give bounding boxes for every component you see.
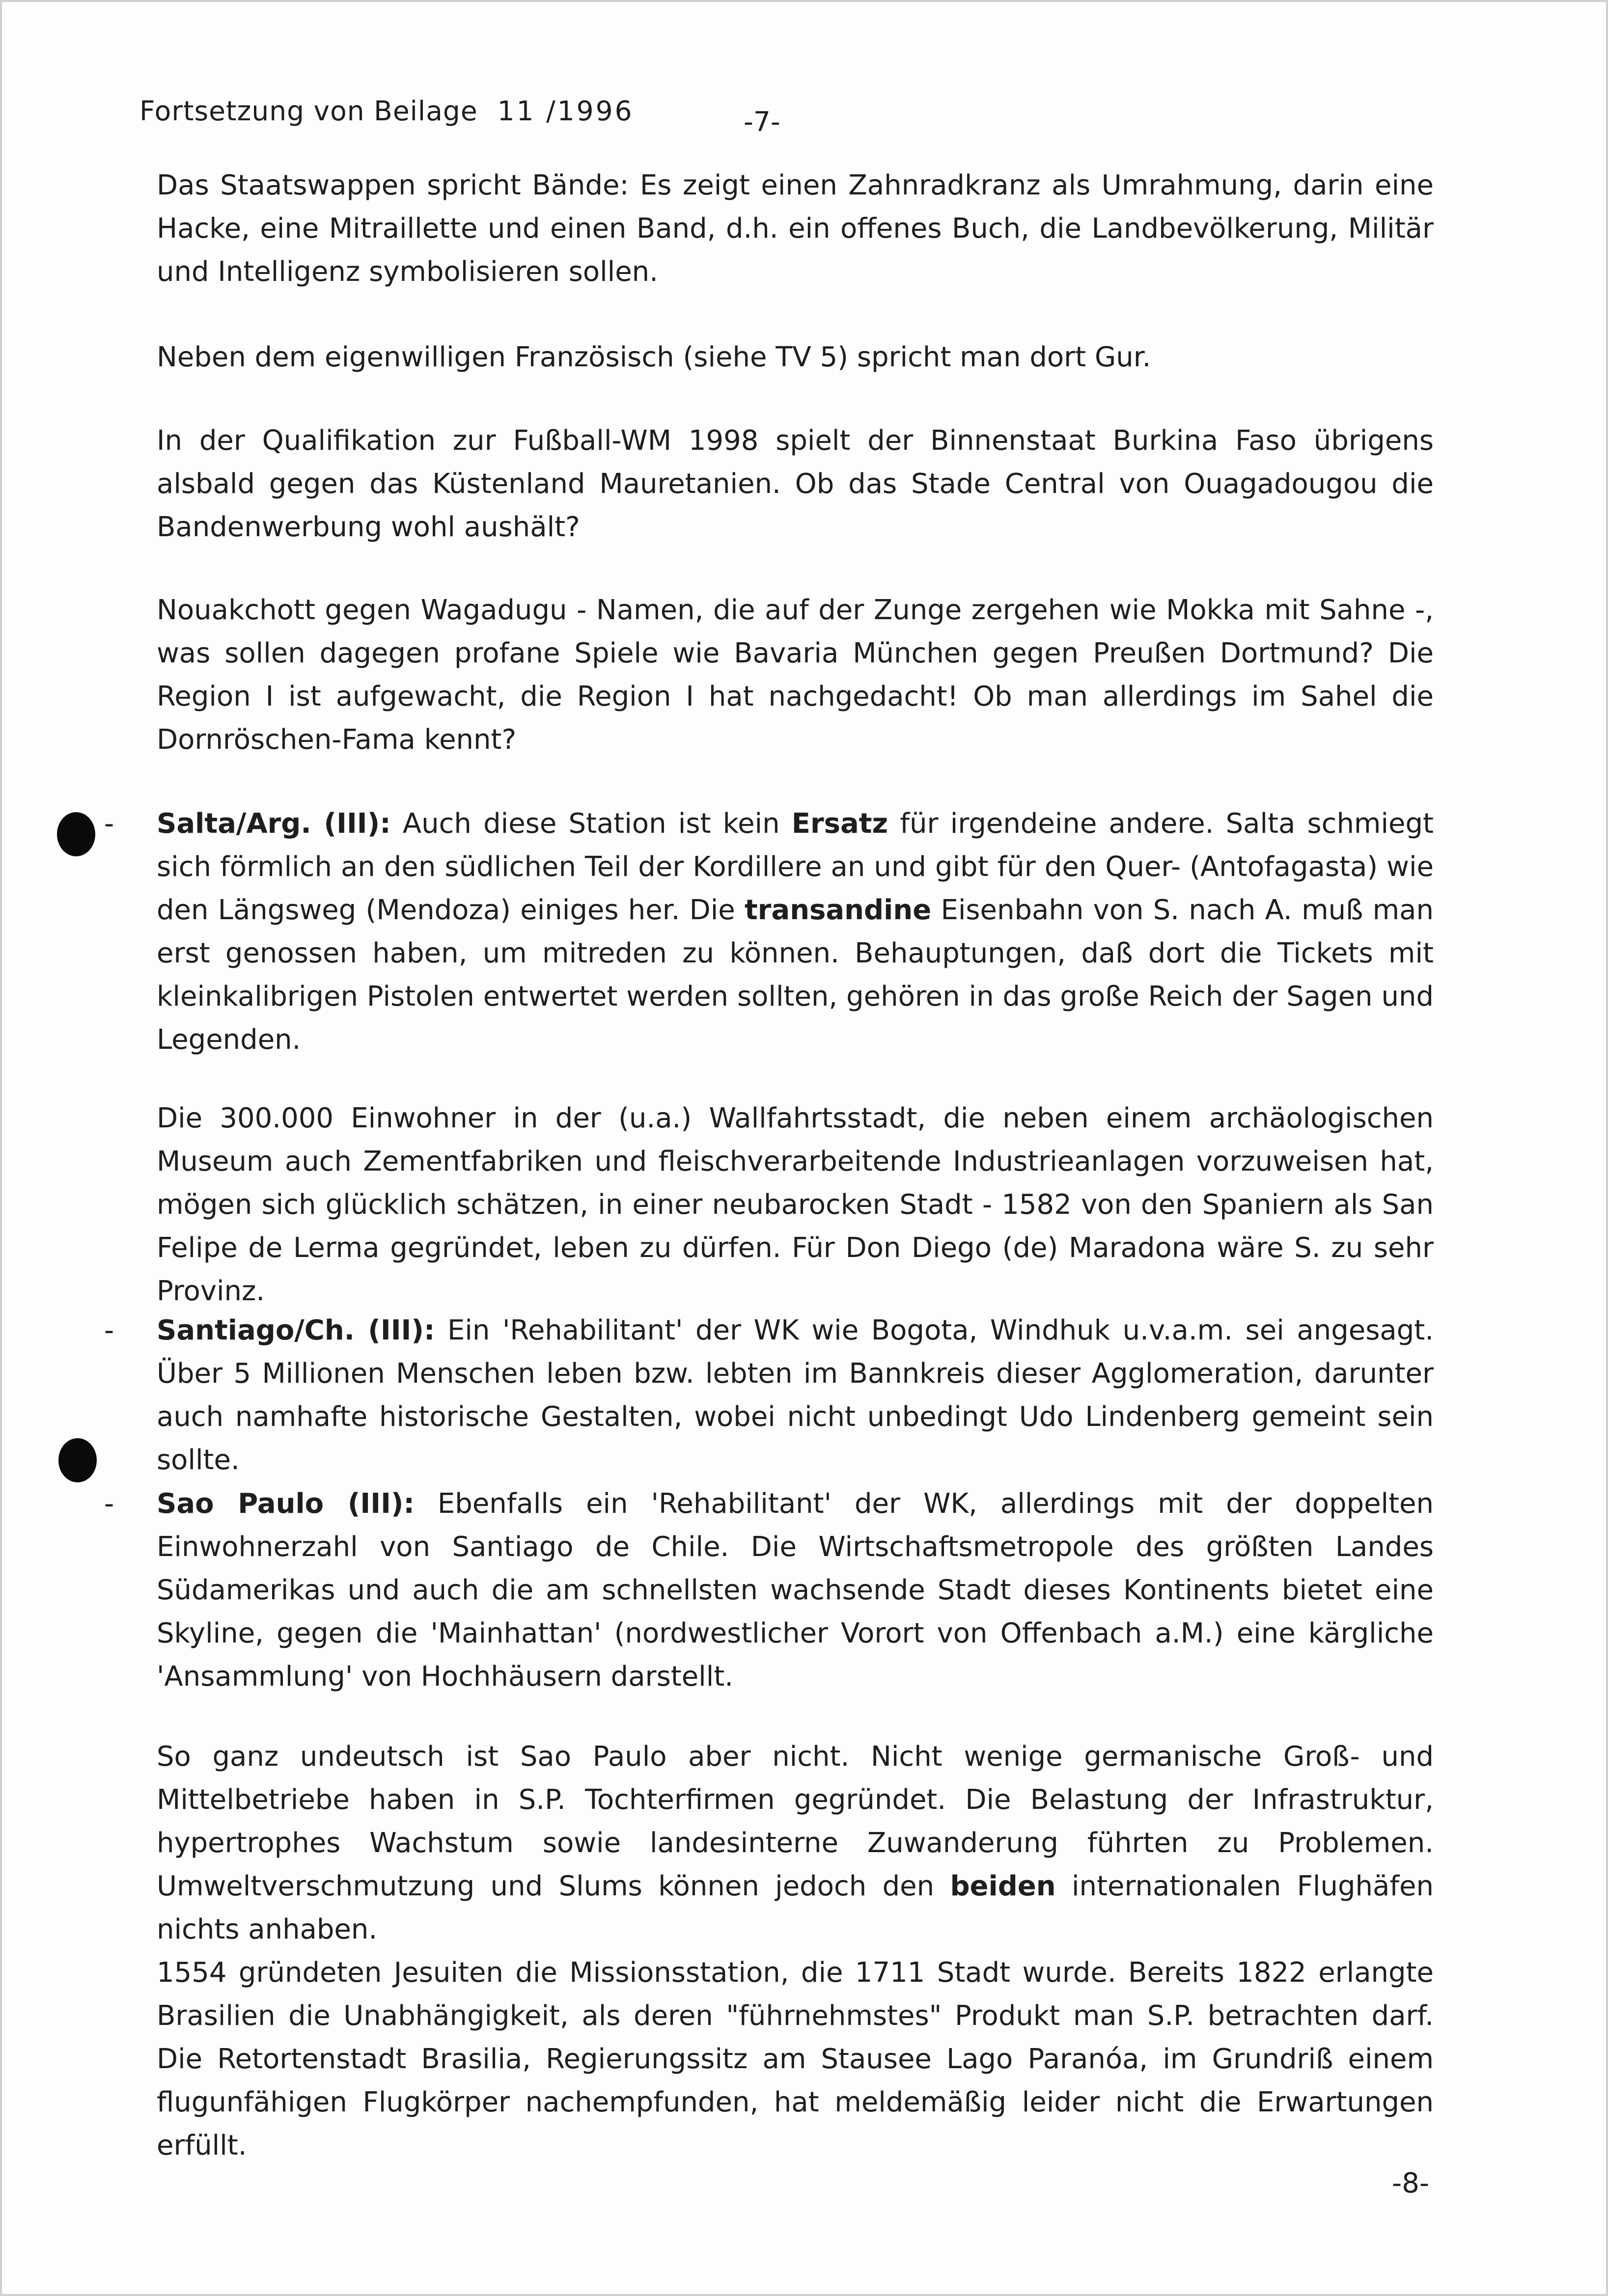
section-heading-salta: Salta/Arg. (III):: [157, 808, 391, 840]
punch-hole: [58, 1438, 97, 1482]
punch-hole: [57, 812, 95, 856]
header-title: Fortsetzung von Beilage: [139, 95, 478, 127]
page-number-top: -7-: [744, 106, 780, 137]
page-header: [139, 95, 634, 127]
paragraph-nouakchott: Nouakchott gegen Wagadugu - Namen, die auf der Zunge zergehen wie Mokka mit Sahne -, was sollen dagegen profane Spiele wie Bavaria München gegen Preußen Dortmund? Die Region I ist aufgewacht, die Region I hat nachgedacht! Ob man allerdings im Sahel die Dornröschen-Fama kennt?: [157, 594, 1434, 756]
list-dash: -: [104, 808, 114, 840]
paragraph-sprache: Neben dem eigenwilligen Französisch (siehe TV 5) spricht man dort Gur.: [157, 341, 1151, 373]
list-dash: -: [104, 1314, 114, 1346]
paragraph-einwohner: Die 300.000 Einwohner in der (u.a.) Wallfahrtsstadt, die neben einem archäologischen Museum auch Zementfabriken und fleischverarbeitende Industrieanlagen vorzuweisen hat, mögen sich glücklich schätzen, in einer neubarocken Stadt - 1582 von den Spaniern als San Felipe de Lerma gegründet, leben zu dürfen. Für Don Diego (de) Maradona wäre S. zu sehr Provinz.: [157, 1102, 1434, 1307]
paragraph-santiago: Santiago/Ch. (III): Ein 'Rehabilitant' der WK wie Bogota, Windhuk u.v.a.m. sei angesagt. Über 5 Millionen Menschen leben bzw. lebten im Bannkreis dieser Agglomeration, darunter auch namhafte historische Gestalten, wobei nicht unbedingt Udo Lindenberg gemeint sein sollte.: [157, 1314, 1434, 1476]
page-number-bottom: -8-: [1392, 2167, 1430, 2199]
header-issue: 11 /1996: [497, 95, 634, 127]
paragraph-qualifikation: In der Qualifikation zur Fußball-WM 1998 spielt der Binnenstaat Burkina Faso übrigens alsbald gegen das Küstenland Mauretanien. Ob das Stade Central von Ouagadougou die Bandenwerbung wohl aushält?: [157, 425, 1434, 543]
paragraph-staatswappen: Das Staatswappen spricht Bände: Es zeigt einen Zahnradkranz als Umrahmung, darin eine Hacke, eine Mitraillette und einen Band, d.h. ein offenes Buch, die Landbevölkerung, Militär und Intelligenz symbolisieren sollen.: [157, 169, 1434, 288]
paragraph-jesuiten: 1554 gründeten Jesuiten die Missionsstation, die 1711 Stadt wurde. Bereits 1822 erlangte Brasilien die Unabhängigkeit, als deren "führnehmstes" Produkt man S.P. betrachten darf. Die Retortenstadt Brasilia, Regierungssitz am Stausee Lago Paranóa, im Grundriß einem flugunfähigen Flugkörper nachempfunden, hat meldemäßig leider nicht die Erwartungen erfüllt.: [157, 1957, 1434, 2161]
paragraph-undeutsch: So ganz undeutsch ist Sao Paulo aber nicht. Nicht wenige germanische Groß- und Mittelbetriebe haben in S.P. Tochterfirmen gegründet. Die Belastung der Infrastruktur, hypertrophes Wachstum sowie landesinterne Zuwanderung führten zu Problemen. Umweltverschmutzung und Slums können jedoch den beiden internationalen Flughäfen nichts anhaben.: [157, 1741, 1434, 1945]
section-heading-santiago: Santiago/Ch. (III):: [157, 1314, 435, 1346]
paragraph-sao-paulo: Sao Paulo (III): Ebenfalls ein 'Rehabilitant' der WK, allerdings mit der doppelten Einwohnerzahl von Santiago de Chile. Die Wirtschaftsmetropole des größten Landes Südamerikas und auch die am schnellsten wachsende Stadt dieses Kontinents bietet eine Skyline, gegen die 'Mainhattan' (nordwestlicher Vorort von Offenbach a.M.) eine kärgliche 'Ansammlung' von Hochhäusern darstellt.: [157, 1488, 1434, 1693]
paragraph-salta: Salta/Arg. (III): Auch diese Station ist kein Ersatz für irgendeine andere. Salta schmiegt sich förmlich an den südlichen Teil der Kordillere an und gibt für den Quer- (Antofagasta) wie den Längsweg (Mendoza) einiges her. Die transandine Eisenbahn von S. nach A. muß man erst genossen haben, um mitreden zu können. Behauptungen, daß dort die Tickets mit kleinkalibrigen Pistolen entwertet werden sollten, gehören in das große Reich der Sagen und Legenden.: [157, 808, 1434, 1056]
list-dash: -: [104, 1488, 114, 1520]
section-heading-sao-paulo: Sao Paulo (III):: [157, 1488, 415, 1520]
